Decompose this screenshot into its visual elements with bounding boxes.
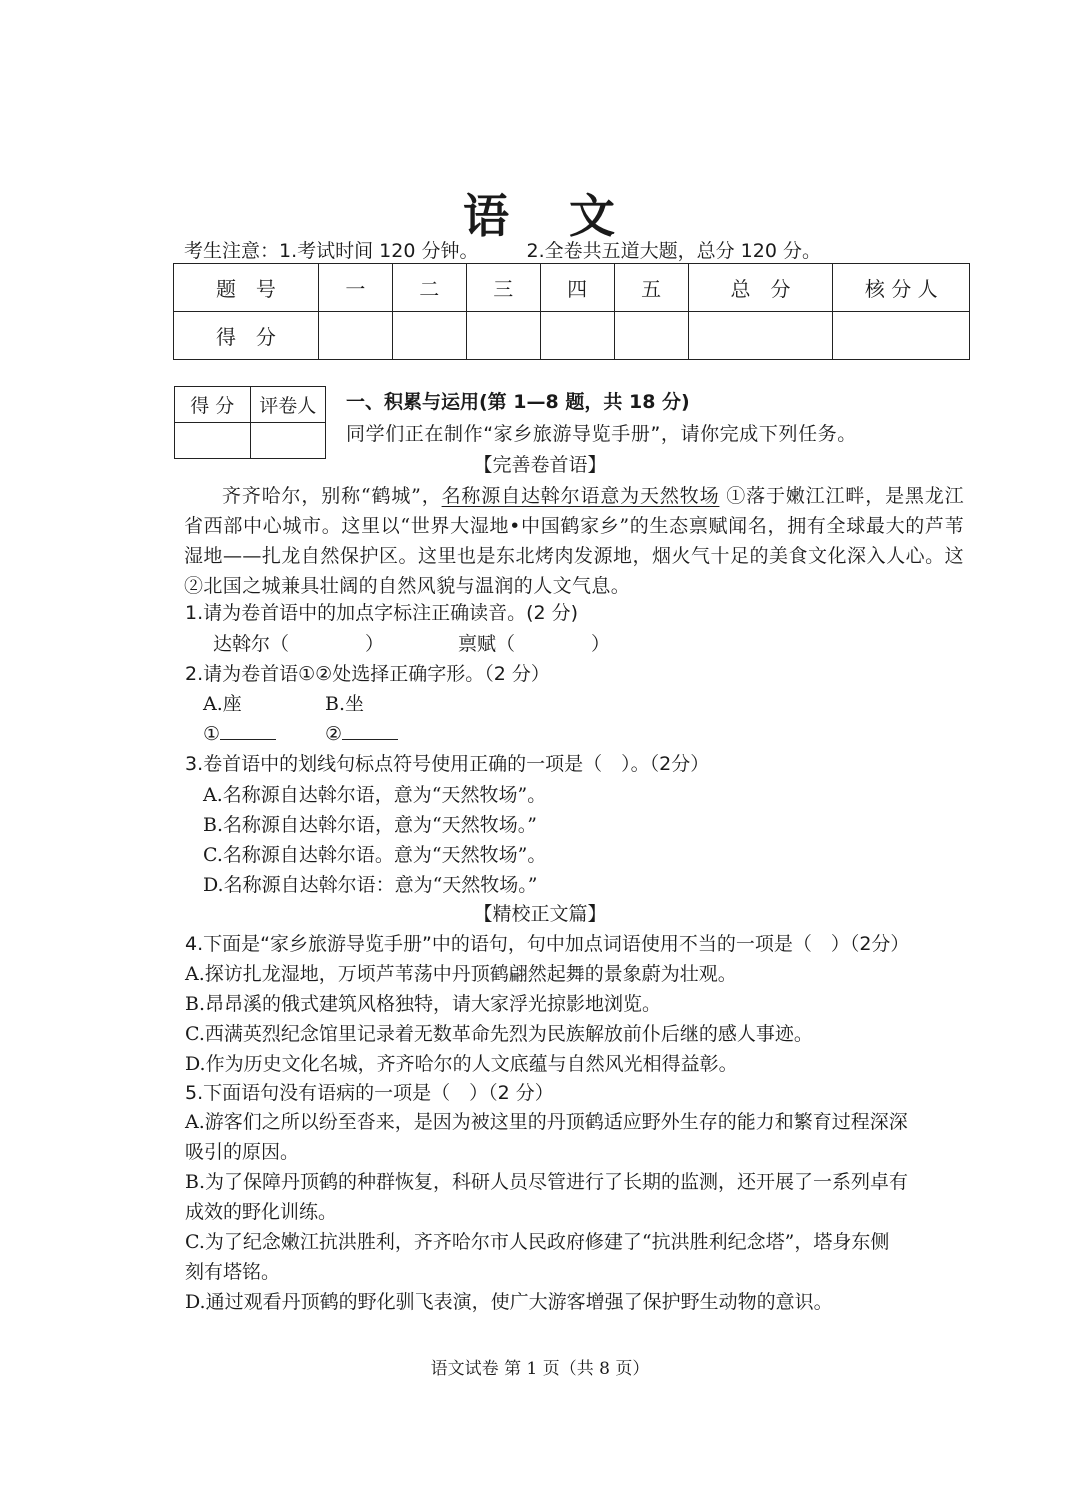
question-4: 4.下面是“家乡旅游导览手册”中的语句，句中加点词语使用不当的一项是（ ）（2分） — [185, 933, 910, 955]
notice-part-2: 2.全卷共五道大题，总分 120 分。 — [526, 240, 821, 262]
blank-2-line[interactable] — [342, 721, 398, 740]
exam-notice — [184, 236, 821, 263]
score-header-cell: 二 — [392, 264, 466, 312]
question-3-option: D.名称源自达斡尔语：意为“天然牧场。” — [203, 874, 538, 896]
score-header-cell: 一 — [318, 264, 392, 312]
question-4-option: A.探访扎龙湿地，万顷芦苇荡中丹顶鹤翩然起舞的景象蔚为壮观。 — [185, 963, 737, 985]
score-table-score-row — [174, 312, 970, 360]
question-5-option-b-cont: 成效的野化训练。 — [185, 1201, 338, 1223]
score-header-cell: 四 — [540, 264, 614, 312]
score-row-label: 得 分 — [174, 312, 319, 360]
score-cell[interactable] — [614, 312, 688, 360]
question-5-option-c-cont: 刻有塔铭。 — [185, 1261, 281, 1283]
question-4-option: D.作为历史文化名城，齐齐哈尔的人文底蕴与自然风光相得益彰。 — [185, 1053, 738, 1075]
question-1: 1.请为卷首语中的加点字标注正确读音。(2 分) — [185, 602, 579, 624]
section-heading: 一、积累与运用(第 1—8 题，共 18 分) — [346, 391, 690, 413]
title-char-1: 语 — [463, 189, 511, 243]
blank-1-label: ① — [203, 723, 221, 745]
title-char-2: 文 — [569, 189, 617, 243]
question-5-option-d: D.通过观看丹顶鹤的野化驯飞表演，使广大游客增强了保护野生动物的意识。 — [185, 1291, 833, 1313]
question-5-option-a: A.游客们之所以纷至沓来，是因为被这里的丹顶鹤适应野外生存的能力和繁育过程深深 — [185, 1111, 908, 1133]
page-footer: 语文试卷 第 1 页（共 8 页） — [430, 1359, 650, 1379]
question-4-option: B.昂昂溪的俄式建筑风格独特，请大家浮光掠影地浏览。 — [185, 993, 662, 1015]
question-5-option-c: C.为了纪念嫩江抗洪胜利，齐齐哈尔市人民政府修建了“抗洪胜利纪念塔”，塔身东侧 — [185, 1231, 890, 1253]
question-3-option: C.名称源自达斡尔语。意为“天然牧场”。 — [203, 844, 547, 866]
score-cell[interactable] — [392, 312, 466, 360]
blank-2-label: ② — [325, 723, 343, 745]
passage-part-2: ①落于嫩江江畔，是黑龙江省西部中心城市。这里以“世界大湿地•中国鹤家乡”的生态禀赋闻名，拥有全球最大的芦苇湿地——扎龙自然保护区。这里也是东北烤肉发源地，烟火气十足的美食文化深入人心。这②北国之城兼具壮阔的自然风貌与温润的人文气息。 — [184, 485, 965, 597]
question-3-option: A.名称源自达斡尔语，意为“天然牧场”。 — [203, 784, 547, 806]
question-2-option-b: B.坐 — [325, 693, 365, 715]
score-cell[interactable] — [833, 312, 970, 360]
question-5: 5.下面语句没有语病的一项是（ ）（2 分） — [185, 1082, 554, 1104]
grader-score-label: 得 分 — [175, 387, 251, 423]
grader-table — [174, 386, 326, 459]
underlined-sentence: 名称源自达斡尔语意为天然牧场 — [441, 485, 720, 507]
passage-part-1: 齐齐哈尔，别称“鹤城”， — [222, 485, 442, 507]
question-1-item-b: 禀赋（ ） — [458, 633, 611, 655]
question-2-option-a: A.座 — [203, 693, 242, 715]
score-header-cell: 题 号 — [174, 264, 319, 312]
question-5-option-a-cont: 吸引的原因。 — [185, 1141, 300, 1163]
score-cell[interactable] — [540, 312, 614, 360]
question-2-blank-2 — [325, 719, 398, 749]
question-3: 3.卷首语中的划线句标点符号使用正确的一项是（ ）。（2分） — [185, 753, 710, 775]
section-intro: 同学们正在制作“家乡旅游导览手册”，请你完成下列任务。 — [346, 423, 857, 445]
score-cell[interactable] — [318, 312, 392, 360]
score-header-cell: 五 — [614, 264, 688, 312]
question-2: 2.请为卷首语①②处选择正确字形。（2 分） — [185, 663, 550, 685]
grader-label: 评卷人 — [250, 387, 326, 423]
score-header-cell: 三 — [466, 264, 540, 312]
score-header-cell: 总 分 — [688, 264, 833, 312]
question-5-option-b: B.为了保障丹顶鹤的种群恢复，科研人员尽管进行了长期的监测，还开展了一系列卓有 — [185, 1171, 909, 1193]
question-1-item-a: 达斡尔（ ） — [213, 633, 385, 655]
score-cell[interactable] — [466, 312, 540, 360]
score-table-header-row — [174, 264, 970, 312]
subsection-title-2: 【精校正文篇】 — [473, 903, 607, 925]
question-2-blank-1 — [203, 719, 276, 749]
score-header-cell: 核 分 人 — [833, 264, 970, 312]
score-cell[interactable] — [688, 312, 833, 360]
subsection-title-1: 【完善卷首语】 — [473, 454, 607, 476]
question-4-option: C.西满英烈纪念馆里记录着无数革命先烈为民族解放前仆后继的感人事迹。 — [185, 1023, 813, 1045]
notice-part-1: 考生注意：1.考试时间 120 分钟。 — [184, 240, 479, 262]
blank-1-line[interactable] — [220, 721, 276, 740]
preface-passage — [184, 481, 964, 601]
question-3-option: B.名称源自达斡尔语，意为“天然牧场。” — [203, 814, 537, 836]
score-table — [173, 263, 970, 360]
